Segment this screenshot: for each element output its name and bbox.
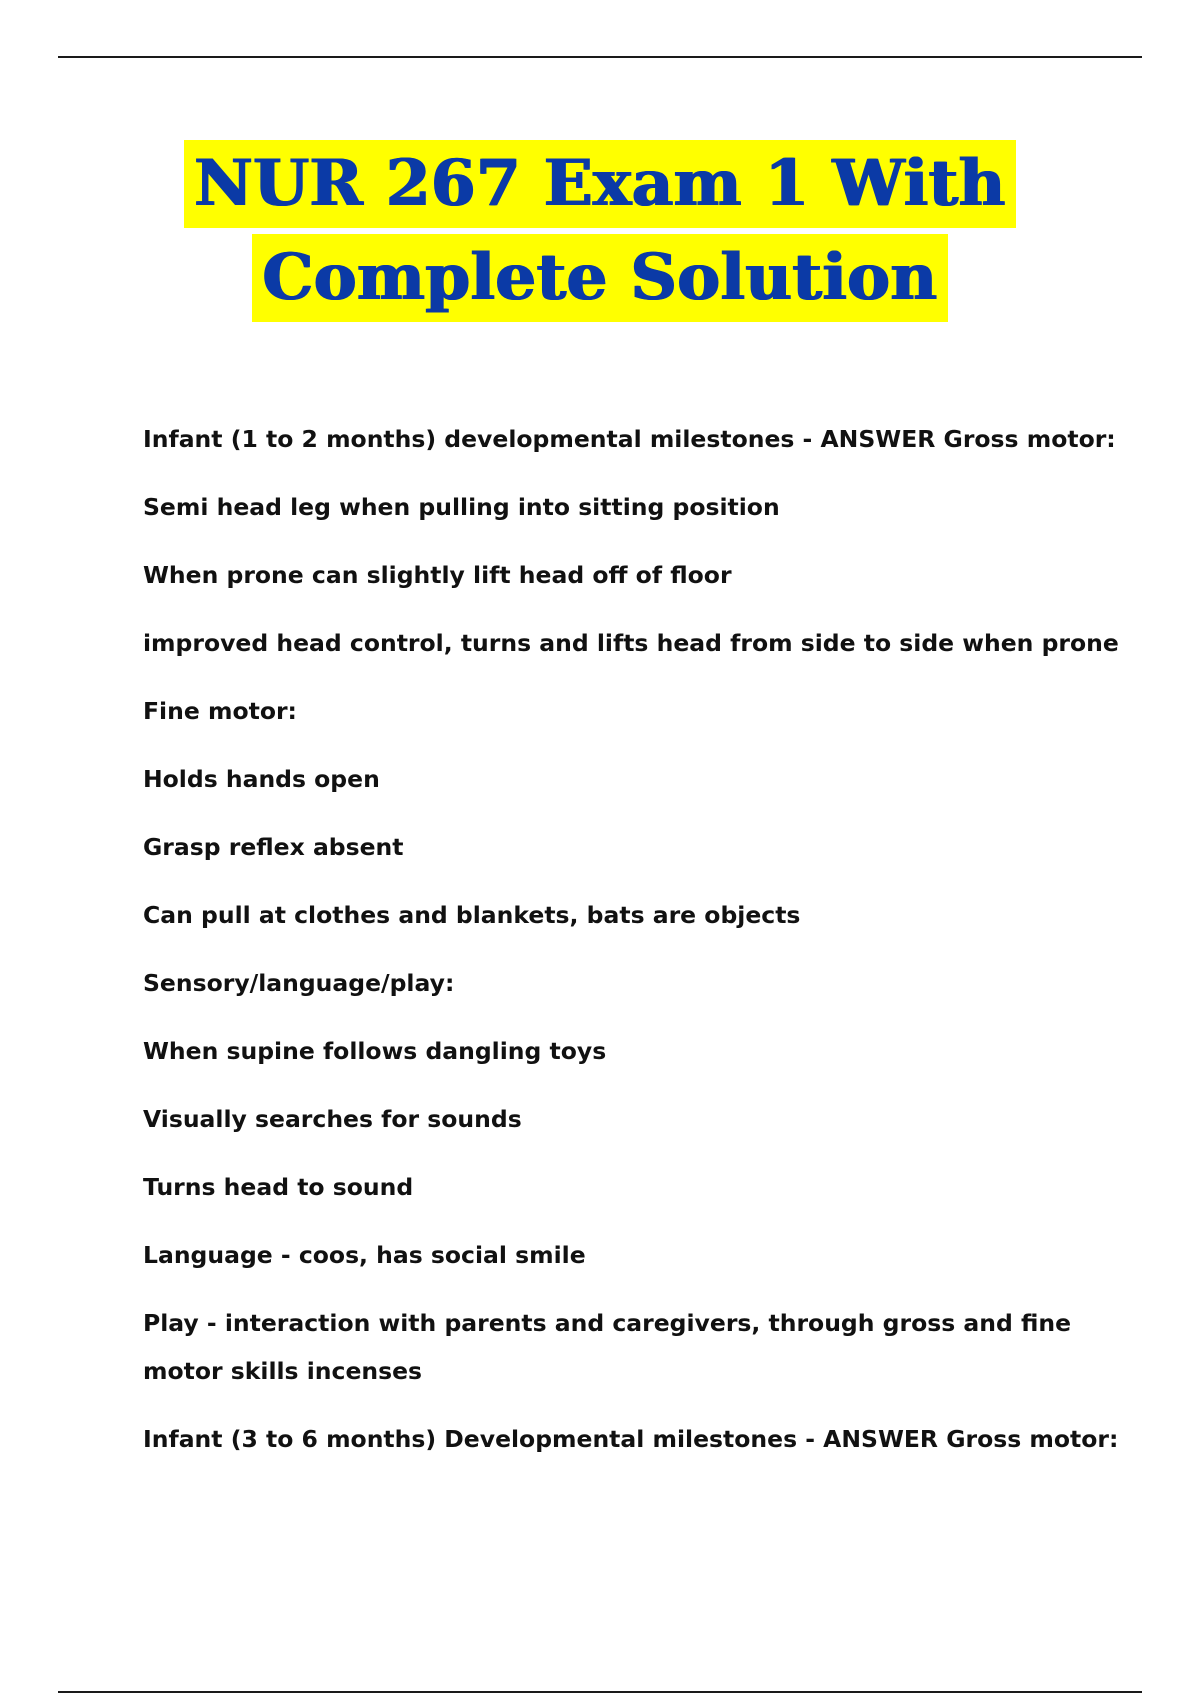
body-line: When supine follows dangling toys — [143, 1037, 607, 1065]
title-line-1: NUR 267 Exam 1 With — [184, 140, 1016, 228]
bottom-rule — [58, 1691, 1142, 1693]
document-title — [0, 140, 1200, 322]
body-line: Infant (3 to 6 months) Developmental milestones - ANSWER Gross motor: — [143, 1425, 1119, 1453]
body-line: Fine motor: — [143, 697, 297, 725]
body-line: Visually searches for sounds — [143, 1105, 522, 1133]
body-line: Grasp reflex absent — [143, 833, 404, 861]
body-line: Infant (1 to 2 months) developmental milestones - ANSWER Gross motor: — [143, 425, 1116, 453]
body-line: Language - coos, has social smile — [143, 1241, 586, 1269]
body-line: improved head control, turns and lifts head from side to side when prone — [143, 629, 1119, 657]
body-line: Turns head to sound — [143, 1173, 414, 1201]
document-body — [143, 422, 1119, 1490]
body-line: Holds hands open — [143, 765, 380, 793]
body-line: Can pull at clothes and blankets, bats are objects — [143, 901, 801, 929]
body-line: Sensory/language/play: — [143, 969, 455, 997]
top-rule — [58, 56, 1142, 58]
body-line: Semi head leg when pulling into sitting position — [143, 493, 780, 521]
body-line: When prone can slightly lift head off of floor — [143, 561, 732, 589]
body-line: Play - interaction with parents and caregivers, through gross and fine motor skills incenses — [143, 1309, 1072, 1385]
title-line-2: Complete Solution — [252, 234, 947, 322]
